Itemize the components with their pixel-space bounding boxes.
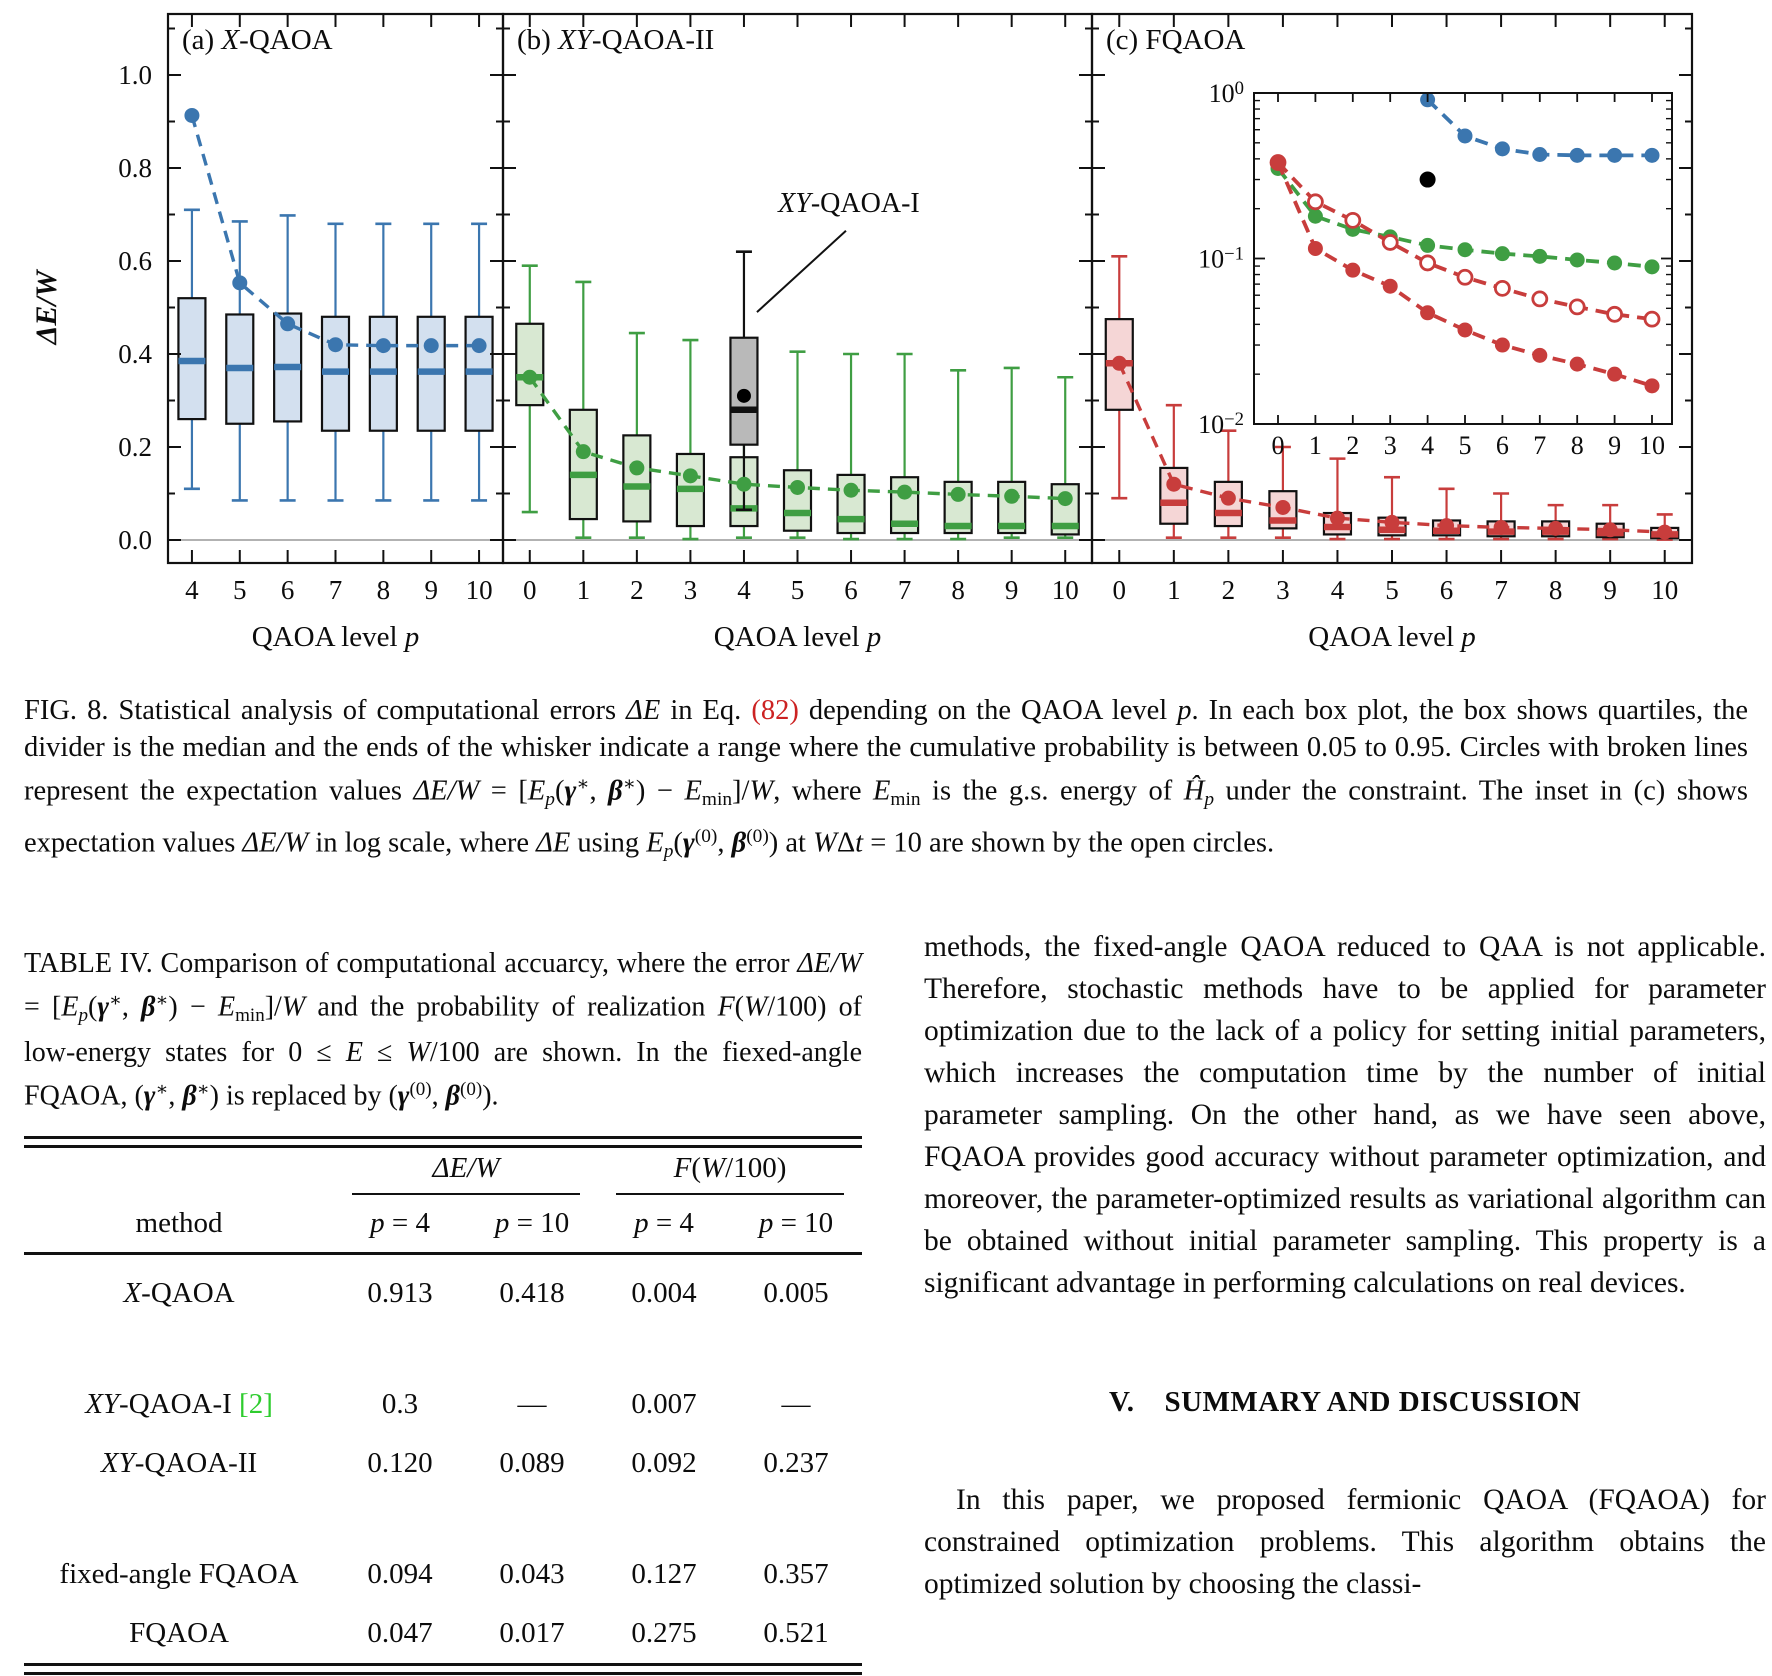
svg-text:0: 0 [1112, 575, 1127, 605]
value-cell: 0.275 [631, 1617, 697, 1650]
svg-text:7: 7 [328, 575, 343, 605]
xy-qaoa-1-annotation: XY-QAOA-I [778, 188, 920, 220]
svg-text:0: 0 [523, 575, 537, 605]
svg-text:6: 6 [1495, 431, 1509, 460]
svg-text:4: 4 [1330, 575, 1345, 605]
svg-text:4: 4 [737, 575, 751, 605]
table-iv [24, 1148, 862, 1663]
table-row [24, 1375, 862, 1434]
svg-text:1: 1 [1308, 431, 1322, 460]
table-top-rule [24, 1136, 862, 1148]
svg-text:7: 7 [1533, 431, 1547, 460]
svg-text:8: 8 [1548, 575, 1563, 605]
table-row [24, 1545, 862, 1604]
svg-text:9: 9 [1603, 575, 1617, 605]
table-subheader-method: method [135, 1207, 223, 1240]
table-row [24, 1604, 862, 1663]
svg-text:5: 5 [1458, 431, 1472, 460]
svg-text:9: 9 [1004, 575, 1019, 605]
section-title: SUMMARY AND DISCUSSION [1164, 1386, 1582, 1418]
left-column [24, 945, 862, 1675]
svg-text:3: 3 [683, 575, 698, 605]
x-axis-label-c: QAOA level p [1308, 621, 1476, 653]
svg-text:10: 10 [1051, 575, 1079, 605]
method-cell: FQAOA [129, 1617, 229, 1650]
table-subheader-p4-error: p = 4 [370, 1207, 430, 1240]
right-column [924, 926, 1766, 1605]
value-cell: 0.017 [499, 1617, 565, 1650]
table-bottom-rule [24, 1663, 862, 1675]
x-axis-label-a: QAOA level p [251, 621, 420, 653]
svg-text:9: 9 [424, 575, 438, 605]
svg-text:10: 10 [1639, 431, 1665, 460]
panel-title-a: (a) X-QAOA [182, 24, 333, 56]
figure-caption: FIG. 8. Statistical analysis of computational errors ΔE in Eq. (82) depending on the QAOA level p. In each box plot, the box shows quartiles, the divider is the median and the ends of the whisker indicate a range where the cumulative probability is between 0.05 to 0.95. Circles with broken lines represent the expectation values ΔE/W = [Ep(γ∗, β∗) − Emin]/W, where Emin is the g.s. energy of Ĥp under the constraint. The inset in (c) shows expectation values ΔE/W in log scale, where ΔE using $Ep(\gamma^{(0)}$, $\beta^{(0)}$) at WΔt = 10 are shown by the open circles. [24, 695, 1749, 863]
svg-text:3: 3 [1383, 431, 1397, 460]
value-cell: 0.007 [631, 1388, 697, 1421]
svg-text:10−2: 10−2 [1198, 409, 1244, 439]
table-group-header-row [24, 1148, 862, 1195]
svg-text:2: 2 [1221, 575, 1236, 605]
svg-text:6: 6 [280, 575, 295, 605]
x-axis-label-b: QAOA level p [713, 621, 882, 653]
svg-text:0.4: 0.4 [118, 339, 152, 369]
value-cell: 0.237 [763, 1447, 829, 1480]
table-row [24, 1434, 862, 1493]
value-cell: 0.120 [367, 1447, 433, 1480]
inset-log-chart [1198, 78, 1672, 460]
svg-text:1: 1 [1167, 575, 1181, 605]
svg-text:0.6: 0.6 [118, 246, 152, 276]
table-subheader-p10-error: p = 10 [494, 1207, 570, 1240]
figure-8 [0, 0, 1772, 662]
xy-qaoa-1-point [737, 389, 751, 403]
svg-text:1.0: 1.0 [118, 60, 152, 90]
svg-text:10: 10 [465, 575, 493, 605]
svg-text:2: 2 [630, 575, 644, 605]
svg-text:0: 0 [1271, 431, 1285, 460]
value-cell: 0.094 [367, 1558, 433, 1591]
section-number: V. [1108, 1386, 1135, 1418]
panel-title-c: (c) FQAOA [1106, 24, 1246, 56]
table-group-header-probability: F(W/100) [616, 1148, 844, 1195]
value-cell: 0.047 [367, 1617, 433, 1650]
panel-b [503, 14, 1092, 653]
table-group-header-empty [24, 1148, 334, 1195]
svg-text:6: 6 [1439, 575, 1454, 605]
method-cell: XY-QAOA-II [100, 1447, 258, 1480]
svg-text:7: 7 [1494, 575, 1508, 605]
table-spacer-row [24, 1323, 862, 1375]
table-subheader-row [24, 1195, 862, 1254]
svg-text:8: 8 [376, 575, 391, 605]
svg-text:8: 8 [1570, 431, 1584, 460]
svg-text:0.8: 0.8 [118, 153, 152, 183]
value-cell: 0.005 [763, 1277, 829, 1310]
value-cell: — [517, 1388, 547, 1421]
body-paragraph-2: In this paper, we proposed fermionic QAOA (FQAOA) for constrained optimization problems. This algorithm obtains the optimized solution by choosing the classi- [924, 1484, 1766, 1600]
svg-text:5: 5 [790, 575, 805, 605]
value-cell: 0.357 [763, 1558, 829, 1591]
svg-text:0.2: 0.2 [118, 432, 152, 462]
svg-text:10−1: 10−1 [1198, 243, 1244, 274]
svg-text:5: 5 [233, 575, 247, 605]
value-cell: 0.004 [631, 1277, 697, 1310]
method-cell: fixed-angle FQAOA [59, 1558, 299, 1591]
value-cell: — [781, 1388, 811, 1421]
value-cell: 0.092 [631, 1447, 697, 1480]
value-cell: 0.127 [631, 1558, 697, 1591]
svg-text:0.0: 0.0 [118, 525, 152, 555]
svg-text:6: 6 [844, 575, 858, 605]
method-cell: X-QAOA [123, 1277, 235, 1310]
figure-8-chart [0, 0, 1772, 662]
svg-text:3: 3 [1276, 575, 1290, 605]
panel-title-b: (b) XY-QAOA-II [517, 24, 715, 56]
value-cell: 0.043 [499, 1558, 565, 1591]
svg-text:9: 9 [1608, 431, 1622, 460]
method-cell: XY-QAOA-I [2] [85, 1388, 273, 1421]
table-caption: TABLE IV. Comparison of computational accuarcy, where the error ΔE/W = [Ep(γ∗, β∗) − Emin]/W and the probability of realization F(W/100) of low-energy states for 0 ≤ E ≤ W/100 are shown. In the fiexed-angle FQAOA, (γ∗, β∗) is replaced by ($\gamma^{(0)}$, $\beta^{(0)}$). [24, 948, 862, 1112]
svg-text:100: 100 [1208, 78, 1244, 108]
panel-a [30, 14, 503, 653]
svg-text:4: 4 [1421, 431, 1435, 460]
table-row [24, 1254, 862, 1324]
table-group-header-error: ΔE/W [352, 1148, 580, 1195]
svg-text:10: 10 [1651, 575, 1679, 605]
body-paragraph-1: methods, the fixed-angle QAOA reduced to QAA is not applicable. Therefore, stochastic methods have to be applied for parameter optimization due to the lack of a policy for setting initial parameters, which increases the computation time by the number of initial parameter sampling. On the other hand, as we have seen above, FQAOA provides good accuracy without parameter optimization, and moreover, the parameter-optimized results as variational algorithm can be obtained without initial parameter sampling. This property is a significant advantage in performing calculations on real devices. [924, 931, 1766, 1299]
svg-text:4: 4 [185, 575, 199, 605]
section-heading [924, 1386, 1766, 1419]
svg-text:7: 7 [897, 575, 912, 605]
svg-text:8: 8 [951, 575, 965, 605]
y-axis-label: ΔE/W [30, 270, 63, 345]
table-subheader-p4-prob: p = 4 [634, 1207, 694, 1240]
value-cell: 0.913 [367, 1277, 433, 1310]
inset-xy-qaoa-1-point [1420, 172, 1436, 188]
value-cell: 0.418 [499, 1277, 565, 1310]
svg-text:2: 2 [1346, 431, 1360, 460]
value-cell: 0.089 [499, 1447, 565, 1480]
table-subheader-p10-prob: p = 10 [758, 1207, 834, 1240]
value-cell: 0.3 [381, 1388, 419, 1421]
svg-text:1: 1 [576, 575, 591, 605]
value-cell: 0.521 [763, 1617, 829, 1650]
table-spacer-row [24, 1493, 862, 1545]
svg-text:5: 5 [1385, 575, 1399, 605]
